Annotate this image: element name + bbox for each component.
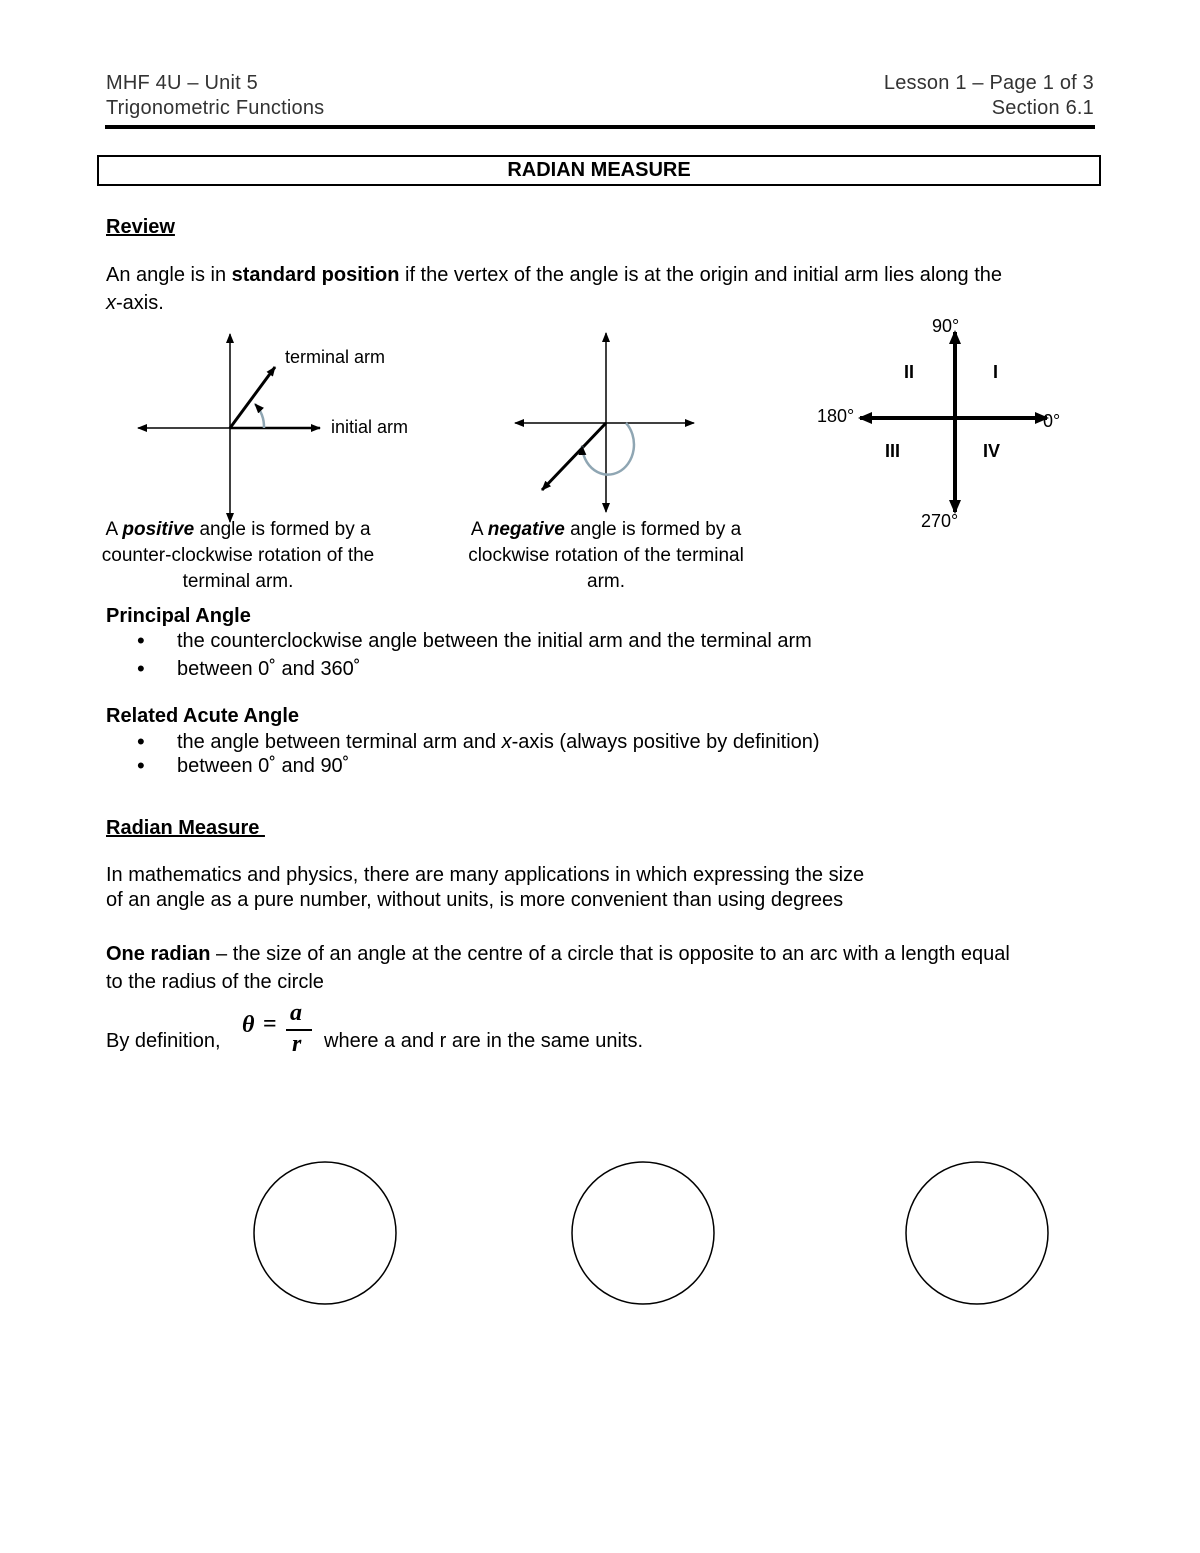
review-heading: Review	[106, 216, 175, 238]
course-code: MHF 4U – Unit 5	[106, 72, 258, 94]
related-acute-heading: Related Acute Angle	[106, 705, 299, 727]
ra-bullet1-pre: the angle between terminal arm and	[177, 731, 502, 753]
pos-caption-pre: A	[105, 519, 123, 540]
lesson-page: Lesson 1 – Page 1 of 3	[883, 72, 1094, 94]
pos-caption-bold: positive	[122, 519, 195, 540]
one-radian-bold: One radian	[106, 943, 211, 965]
intro-var: x	[106, 292, 116, 314]
list-item	[137, 729, 820, 755]
formula-note: where a and r are in the same units.	[324, 1030, 644, 1052]
related-acute-list	[137, 729, 820, 779]
quadrant-3-label: III	[885, 441, 901, 461]
label-180-degrees: 180°	[817, 406, 855, 426]
radian-paragraph	[106, 863, 864, 913]
page-title: RADIAN MEASURE	[97, 155, 1101, 186]
negative-angle-diagram	[515, 333, 694, 512]
label-270-degrees: 270°	[921, 511, 959, 531]
pos-caption-line2: counter-clockwise rotation of the	[101, 545, 375, 566]
list-item: • between 0˚ and 90˚	[137, 753, 820, 779]
unit-title: Trigonometric Functions	[106, 97, 325, 119]
radian-measure-heading: Radian Measure	[106, 817, 265, 839]
intro-end: -axis.	[116, 292, 164, 314]
terminal-arm-label: terminal arm	[285, 347, 386, 367]
radian-para-line1: In mathematics and physics, there are many applications in which expressing the size	[106, 864, 865, 886]
neg-rotation-arc	[582, 423, 634, 475]
quadrant-diagram	[860, 332, 1047, 512]
section-number: Section 6.1	[991, 97, 1094, 119]
intro-prefix: An angle is in	[106, 264, 232, 286]
denominator-r: r	[292, 1031, 302, 1057]
blank-circle-3	[906, 1162, 1048, 1304]
principal-angle-heading: Principal Angle	[106, 605, 251, 627]
by-definition-label: By definition,	[106, 1030, 221, 1052]
blank-circle-1	[254, 1162, 396, 1304]
neg-caption-line2: clockwise rotation of the terminal	[468, 545, 744, 566]
quadrant-1-label: I	[993, 362, 999, 382]
one-radian-line2: to the radius of the circle	[106, 971, 324, 993]
neg-caption-line3: arm.	[587, 571, 625, 592]
list-item: • the counterclockwise angle between the initial arm and the terminal arm	[137, 628, 812, 654]
radian-para-line2: of an angle as a pure number, without units, is more convenient than using degrees	[106, 889, 844, 911]
one-radian-text: – the size of an angle at the centre of a circle that is opposite to an arc with a length equal	[210, 943, 1010, 965]
neg-caption-post: angle is formed by a	[564, 519, 742, 540]
intro-suffix: if the vertex of the angle is at the origin and initial arm lies along the	[399, 264, 1003, 286]
pos-caption-line3: terminal arm.	[182, 571, 294, 592]
label-90-degrees: 90°	[932, 316, 960, 336]
blank-circle-2	[572, 1162, 714, 1304]
negative-caption	[453, 517, 759, 595]
principal-angle-list	[137, 628, 812, 682]
positive-caption	[88, 517, 388, 595]
ra-bullet1-post: -axis (always positive by definition)	[511, 731, 820, 753]
list-item: • between 0˚ and 360˚	[137, 656, 812, 682]
pos-caption-post: angle is formed by a	[194, 519, 371, 540]
numerator-a: a	[290, 1000, 302, 1026]
quadrant-2-label: II	[904, 362, 915, 382]
pos-terminal-arm	[230, 367, 275, 428]
quadrant-4-label: IV	[983, 441, 1001, 461]
neg-terminal-arm	[542, 423, 606, 490]
pos-rotation-arc	[255, 404, 264, 428]
theta-symbol: θ	[242, 1012, 255, 1038]
equals-sign: =	[263, 1011, 277, 1037]
label-0-degrees: 0°	[1043, 411, 1061, 431]
ra-bullet1-var: x	[501, 731, 512, 753]
initial-arm-label: initial arm	[331, 417, 409, 437]
neg-caption-pre: A	[470, 519, 488, 540]
one-radian-definition	[106, 940, 1106, 996]
neg-caption-bold: negative	[487, 519, 565, 540]
intro-bold: standard position	[231, 264, 400, 286]
